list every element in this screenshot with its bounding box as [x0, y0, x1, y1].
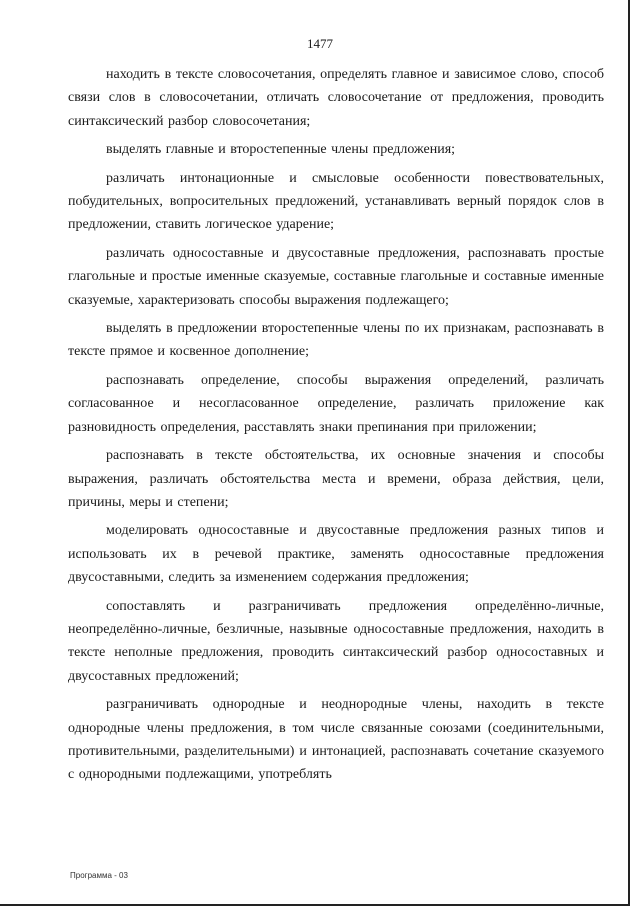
- paragraph: сопоставлять и разграничивать предложения определённо-личные, неопределённо-личные, безличные, назывные односоставные предложения, находить в тексте неполные предложения, проводить синтаксический разбор односоставных и двусоставных предложений;: [68, 598, 604, 684]
- paragraph: выделять главные и второстепенные члены предложения;: [106, 142, 456, 158]
- footer-label: Программа - 03: [70, 871, 128, 880]
- paragraph: находить в тексте словосочетания, определять главное и зависимое слово, способ связи слов в словосочетании, отличать словосочетание от предложения, проводить синтаксический разбор словосочетания;: [68, 67, 604, 129]
- paragraph: разграничивать однородные и неоднородные члены, находить в тексте однородные члены предложения, в том числе связанные союзами (соединительными, противительными, разделительными) и интонацией, распознавать сочетание сказуемого с однородными подлежащими, употреблять: [68, 697, 604, 783]
- paragraph: различать интонационные и смысловые особенности повествовательных, побудительных, вопросительных предложений, устанавливать верный порядок слов в предложении, ставить логическое ударение;: [68, 170, 604, 233]
- document-body: [68, 63, 604, 792]
- paragraph: распознавать в тексте обстоятельства, их основные значения и способы выражения, различать обстоятельства места и времени, образа действия, цели, причины, меры и степени;: [68, 448, 604, 510]
- paragraph: выделять в предложении второстепенные члены по их признакам, распознавать в тексте прямое и косвенное дополнение;: [68, 321, 604, 360]
- paragraph: распознавать определение, способы выражения определений, различать согласованное и несогласованное определение, различать приложение как разновидность определения, расставлять знаки препинания при приложении;: [68, 372, 604, 435]
- paragraph: моделировать односоставные и двусоставные предложения разных типов и использовать их в речевой практике, заменять односоставные предложения двусоставными, следить за изменением содержания предложения;: [68, 523, 604, 586]
- page-number: 1477: [307, 36, 333, 51]
- paragraph: различать односоставные и двусоставные предложения, распознавать простые глагольные и простые именные сказуемые, составные глагольные и составные именные сказуемые, характеризовать способы выражения подлежащего;: [68, 245, 604, 308]
